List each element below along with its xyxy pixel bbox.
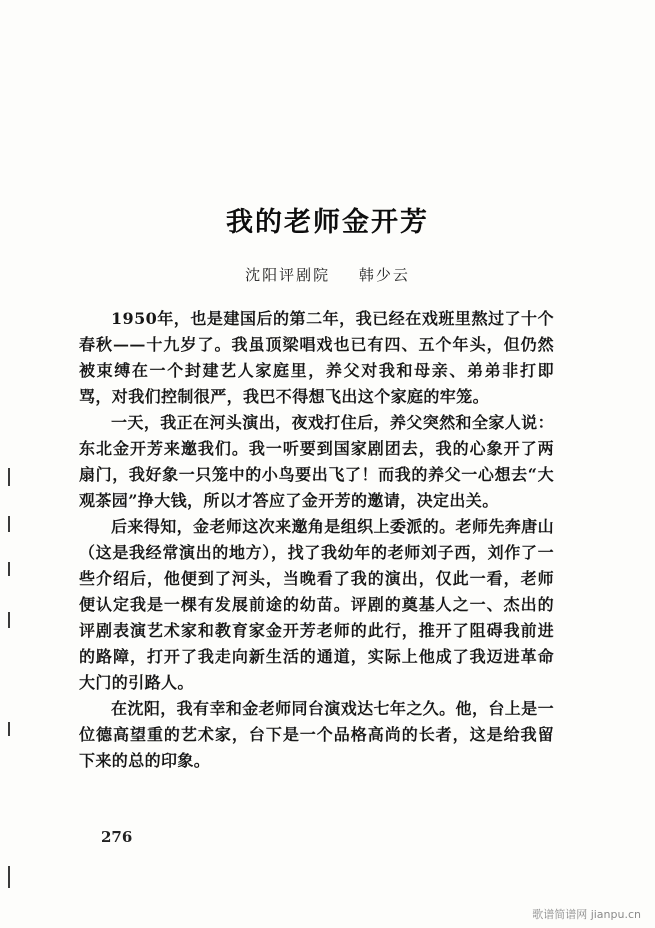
byline bbox=[0, 264, 655, 285]
scan-margin-mark bbox=[8, 516, 10, 532]
paragraph: 1950年，也是建国后的第二年，我已经在戏班里熬过了十个春秋——十九岁了。我虽顶梁唱戏也已有四、五个年头，但仍然被束缚在一个封建艺人家庭里，养父对我和母亲、弟弟非打即骂，对我们控制很严，我巴不得想飞出这个家庭的牢笼。 bbox=[79, 309, 554, 406]
paragraph: 在沈阳，我有幸和金老师同台演戏达七年之久。他，台上是一位德高望重的艺术家，台下是一个品格高尚的长者，这是给我留下来的总的印象。 bbox=[79, 699, 554, 770]
paragraph: 后来得知，金老师这次来邀角是组织上委派的。老师先奔唐山（这是我经常演出的地方），找了我幼年的老师刘子西，刘作了一些介绍后，他便到了河头，当晚看了我的演出，仅此一看，老师便认定我是一棵有发展前途的幼苗。评剧的奠基人之一、杰出的评剧表演艺术家和教育家金开芳老师的此行，推开了阻碍我前进的路障，打开了我走向新生活的通道，实际上他成了我迈进革命大门的引路人。 bbox=[79, 517, 554, 692]
scan-margin-mark bbox=[8, 722, 10, 736]
article-body bbox=[79, 306, 554, 774]
article-title: 我的老师金开芳 bbox=[226, 207, 429, 238]
paragraph: 一天，我正在河头演出，夜戏打住后，养父突然和全家人说：东北金开芳来邀我们。我一听要到国家剧团去，我的心象开了两扇门，我好象一只笼中的小鸟要出飞了！而我的养父一心想去“大观茶园”挣大钱，所以才答应了金开芳的邀请，决定出关。 bbox=[79, 413, 554, 510]
scan-margin-mark bbox=[8, 562, 10, 576]
byline-organization: 沈阳评剧院 bbox=[245, 266, 331, 284]
scan-margin-mark bbox=[8, 612, 10, 628]
scan-margin-mark bbox=[8, 468, 10, 486]
page-number: 276 bbox=[101, 828, 133, 846]
byline-author: 韩少云 bbox=[358, 266, 410, 284]
scan-margin-mark bbox=[8, 866, 10, 888]
site-watermark: 歌谱简谱网 jianpu.cn bbox=[532, 908, 641, 921]
